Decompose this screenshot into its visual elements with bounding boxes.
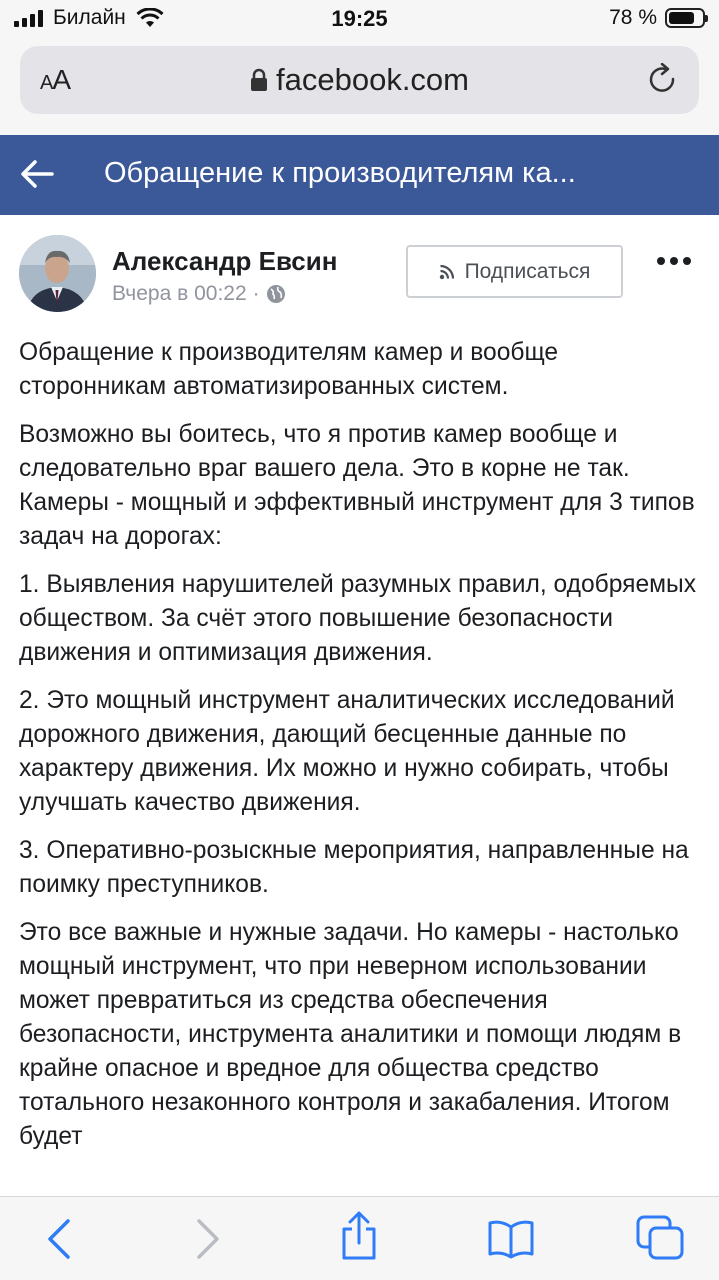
browser-toolbar [0,1196,719,1280]
post-meta [112,282,286,306]
carrier-name: Билайн [53,6,126,29]
post-paragraph: Обращение к производителям камер и вообще сторонникам автоматизированных систем. [19,339,559,400]
meta-separator: · [252,282,260,305]
post-paragraph: 1. Выявления нарушителей разумных правил, одобряемых обществом. За счёт этого повышение безопасности движения и оптимизация движения. [19,571,697,666]
battery-percent: 78 % [609,6,657,29]
globe-icon [266,284,286,304]
avatar[interactable] [19,235,96,312]
text-size-small-label: A [40,72,53,94]
post-body [19,336,703,1196]
more-options-icon[interactable] [656,254,692,268]
status-time: 19:25 [331,6,388,31]
author-name[interactable]: Александр Евсин [112,246,338,276]
avatar-image [19,235,96,312]
post-paragraph: 2. Это мощный инструмент аналитических исследований дорожного движения, дающий бесценные данные по характеру движения. Их можно и нужно собирать, чтобы улучшать качество движения. [19,687,675,816]
post-paragraph: Это все важные и нужные задачи. Но камеры - настолько мощный инструмент, что при неверном использовании может превратиться из средства обеспечения безопасности, инструмента аналитики и помощи людям в крайне опасное и вредное для общества средство тотального незаконного контроля и закабаления. Итогом будет [19,919,682,1150]
bookmarks-icon[interactable] [487,1219,535,1259]
browser-chrome [0,0,719,135]
lock-icon [250,68,268,92]
forward-icon[interactable] [193,1217,223,1261]
status-bar [0,0,719,40]
battery-icon [665,8,705,28]
reload-icon[interactable] [647,63,679,97]
rss-icon [439,264,455,280]
subscribe-label: Подписаться [464,259,591,283]
page-header [0,135,719,215]
back-icon[interactable] [44,1217,74,1261]
share-icon[interactable] [338,1211,380,1261]
status-right [609,6,705,30]
page-title: Обращение к производителям ка... [104,157,576,189]
post-paragraph: Возможно вы боитесь, что я против камер вообще и следовательно враг вашего дела. Это в корне не так. Камеры - мощный и эффективный инструмент для 3 типов задач на дорогах: [19,421,695,550]
subscribe-button[interactable] [406,245,623,298]
tabs-icon[interactable] [636,1215,686,1261]
back-arrow-icon[interactable] [20,157,54,191]
address-bar[interactable] [20,46,699,114]
url-text: facebook.com [276,62,469,97]
url-display[interactable] [20,62,699,98]
text-size-large-label: A [52,64,71,95]
post-timestamp[interactable]: Вчера в 00:22 [112,282,247,305]
battery-level [669,12,694,24]
post-paragraph: 3. Оперативно-розыскные мероприятия, направленные на поимку преступников. [19,837,689,898]
